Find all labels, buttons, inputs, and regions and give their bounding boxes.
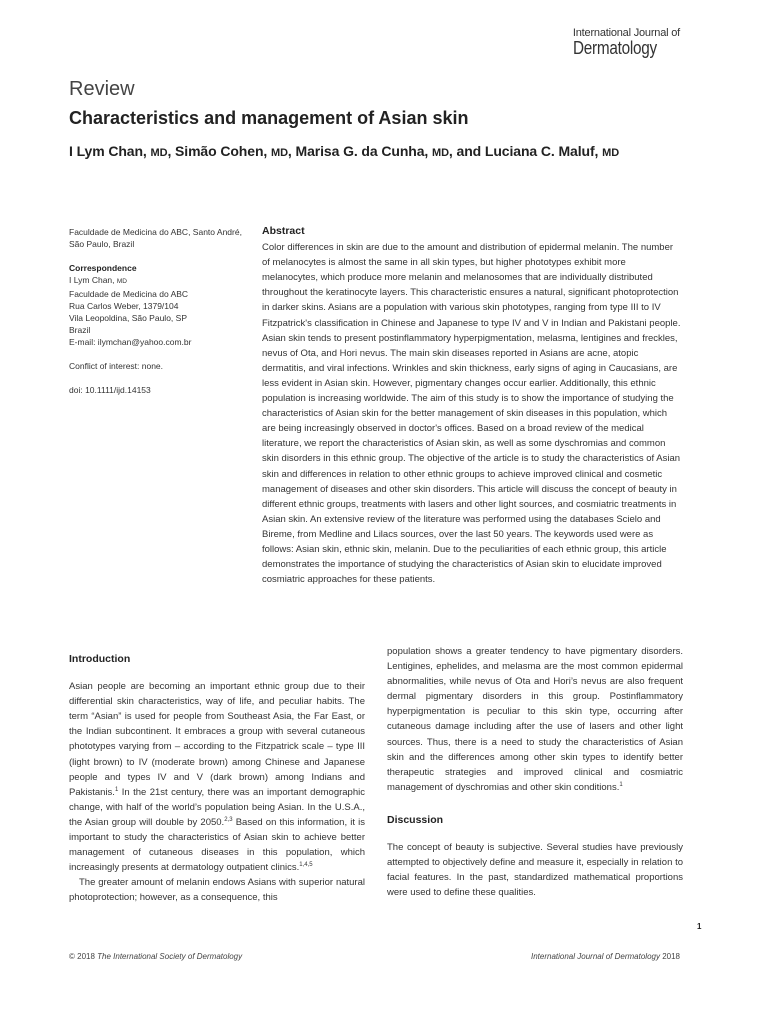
article-title: Characteristics and management of Asian skin: [69, 108, 469, 128]
footer-journal: [531, 952, 680, 961]
text-run: Based on this information, it is important to study the characteristics of Asian skin to achieve better management of cutaneous diseases in this population, which increasingly presents at dermatology outpatient clinics.: [69, 816, 366, 874]
correspondence-line: Vila Leopoldina, São Paulo, SP: [69, 313, 187, 323]
text-run: In the 21st century, there was an important demographic change, with half of the world’s population being Asian. In the U.S.A., the Asian group will double by 2050.: [69, 786, 365, 828]
footer-copyright: [69, 952, 242, 961]
introduction-paragraph: [69, 679, 365, 875]
discussion-paragraph: The concept of beauty is subjective. Several studies have previously attempted to objectively define and measure it, especially in relation to facial features. In the past, standardized mathematical proportions were used to define these qualities.: [387, 842, 683, 899]
author-name: Marisa G. da Cunha,: [295, 143, 429, 159]
correspondence-name: [69, 274, 244, 288]
citation-ref[interactable]: 1,4,5: [299, 862, 313, 869]
citation-ref[interactable]: 1: [114, 786, 119, 793]
author-separator: ,: [167, 143, 172, 159]
author-name: I Lym Chan,: [69, 143, 147, 159]
text-run: Asian people are becoming an important ethnic group due to their differential skin characteristics, way of life, and peculiar habits. The term “Asian” is used for people from Southeast Asia, the Far East, or the Indian subcontinent. It embraces a group with several cutaneous phototypes varying from – according to the Fitzpatrick scale – type III (light brown) to IV (moderate brown) among Chinese and Japanese people and types IV and V (dark brown) among Indians and Pakistanis.: [69, 681, 365, 798]
citation-ref[interactable]: 2,3: [224, 816, 233, 823]
text-run: population shows a greater tendency to have pigmentary disorders. Lentigines, ephelides, and melasma are the most common epidermal abnormalities, while nevus of Ota and Hori’s nevus are also frequent dermal pigmentary disorders in this group. Postinflammatory hyperpigmentation is peculiar to this skin type, occurring after cutaneous damage including after the use of lasers and other light sources. Thus, there is a need to study the characteristics of Asian skin and the differences among other skin types to identify better therapeutic strategies and improved clinical and cosmiatric management of dyschromias and other skin conditions.: [387, 646, 683, 793]
author-name: and Luciana C. Maluf,: [456, 143, 599, 159]
introduction-column: [69, 652, 365, 906]
correspondence-line: Rua Carlos Weber, 1379/104: [69, 301, 179, 311]
section-label: Review: [69, 78, 135, 100]
abstract: [262, 224, 682, 587]
footer-journal-name: International Journal of Dermatology: [531, 952, 660, 961]
conflict-of-interest: Conflict of interest: none.: [69, 361, 164, 371]
author-degree: MD: [432, 147, 449, 159]
correspondence-block: [69, 262, 244, 348]
footer-journal-year: 2018: [662, 952, 680, 961]
citation-ref[interactable]: 1: [619, 781, 623, 788]
correspondence-label: Correspondence: [69, 263, 137, 273]
page-number: 1: [697, 922, 702, 931]
affiliation: Faculdade de Medicina do ABC, Santo André, São Paulo, Brazil: [69, 227, 242, 249]
author-name: Simão Cohen,: [175, 143, 268, 159]
correspondence-line: Brazil: [69, 325, 91, 335]
correspondence-line: Faculdade de Medicina do ABC: [69, 289, 189, 299]
author-degree: MD: [150, 147, 168, 159]
correspondence-email[interactable]: E-mail: ilymchan@yahoo.com.br: [69, 337, 192, 347]
abstract-text: Color differences in skin are due to the amount and distribution of epidermal melanin. The number of melanocytes is almost the same in all skin types, but higher phototypes exhibit more melanocytes, which produce more melanin and melanosomes that are individually distributed throughout the keratinocyte layers. This characteristic ensures a natural, significant photoprotection in darker skins. Asians are a population with various skin phototypes, ranging from type III to IV Fitzpatrick's classification in Chinese and Japanese to type IV and V in Indian and Pakistani people. Asian skin tends to present postinflammatory hyperpigmentation, melasma, lentigines and freckles, nevus of Ota, and Hori nevus. The main skin diseases reported in Asians are acne, atopic dermatitis, and viral infections. Wrinkles and skin thickness, early signs of aging in Caucasians, are less evident in Asian skin. However, pigmentary changes occur earlier. Additionally, this ethnic population is increasing worldwide. The aim of this study is to show the importance of studying the characteristics of Asian skin for the better management of skin diseases in this population, which are being increasingly observed in doctor's offices. Based on a broad review of the medical literature, we report the characteristics of Asian skin, as well as some dyschromias and common skin disorders in this ethnic group. The objective of the article is to study the characteristics of Asian skin and differences in relation to other ethnic groups to achieve improved clinical and cosmetic management of diseases and other skin disorders. This article will discuss the concept of beauty in different ethnic groups, treatments with lasers and other light sources, and cosmiatric treatments in Asian skin. An extensive review of the literature was performed using the databases Scielo and Bireme, from Medline and Lilacs sources, over the last 50 years. The keywords used were as follows: Asian skin, ethnic skin, melanin. Due to the peculiarities of each ethnic group, this article demonstrates the importance of studying the characteristics of Asian skin to elucidate improved cosmiatric approaches for these patients.: [262, 242, 681, 586]
author-separator: ,: [448, 143, 453, 159]
author-list: [69, 143, 619, 159]
article-sidebar: [69, 226, 244, 408]
continued-paragraph: [387, 644, 683, 795]
journal-logo-line2: Dermatology: [572, 38, 657, 58]
author-degree: MD: [271, 147, 288, 159]
author-separator: ,: [287, 143, 292, 159]
abstract-heading: Abstract: [262, 225, 305, 237]
discussion-heading: Discussion: [387, 813, 444, 826]
footer-copyright-year: © 2018: [69, 952, 95, 961]
correspondence-author: I Lym Chan,: [69, 275, 115, 285]
correspondence-degree: MD: [116, 278, 127, 285]
right-column: [387, 644, 683, 900]
introduction-paragraph: The greater amount of melanin endows Asians with superior natural photoprotection; however, as a consequence, this: [69, 877, 365, 904]
journal-logo: [573, 28, 680, 58]
footer-society: The International Society of Dermatology: [97, 952, 243, 961]
journal-logo-line1: International Journal of: [572, 27, 680, 39]
doi-link[interactable]: doi: 10.1111/ijd.14153: [69, 385, 151, 395]
author-degree: MD: [602, 147, 620, 159]
introduction-heading: Introduction: [69, 653, 131, 665]
